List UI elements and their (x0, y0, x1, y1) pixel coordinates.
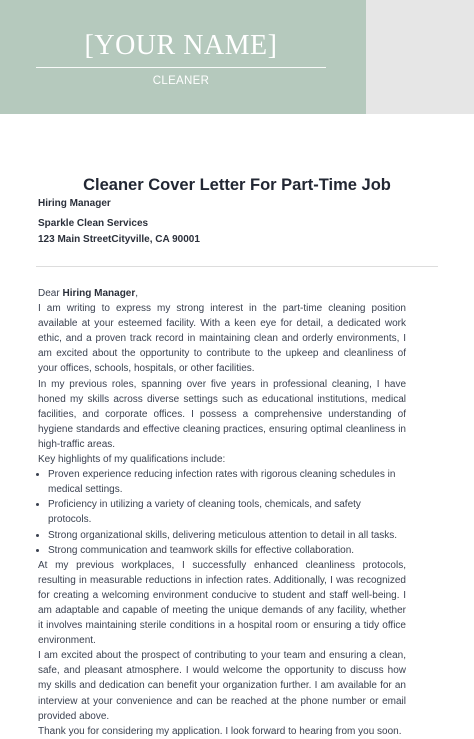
list-item: • Proven experience reducing infection rates with rigorous cleaning schedules in medical settings. (48, 467, 406, 497)
letter-title: Cleaner Cover Letter For Part-Time Job (83, 176, 391, 194)
applicant-role: CLEANER (152, 75, 210, 87)
paragraph-highlights-intro: Key highlights of my qualifications include: (38, 454, 226, 466)
applicant-name: [YOUR NAME] (84, 30, 278, 61)
salutation (38, 286, 406, 301)
recipient-title: Hiring Manager (38, 198, 111, 209)
recipient-address: 123 Main StreetCityville, CA 90001 (38, 234, 200, 245)
recipient-company: Sparkle Clean Services (38, 218, 149, 229)
list-item: • Strong organizational skills, delivering meticulous attention to detail in all tasks. (48, 528, 406, 543)
list-item: • Strong communication and teamwork skills for effective collaboration. (48, 543, 406, 558)
salutation-name: Hiring Manager (62, 288, 136, 299)
paragraph-closing: I am excited about the prospect of contributing to your team and ensuring a clean, safe, and pleasant atmosphere. I would welcome the opportunity to discuss how my skills and dedication can benefit your organization further. I am available for an interview at your convenience and can be reached at the phone number or email provided above. (38, 650, 406, 722)
list-item: • Proficiency in utilizing a variety of cleaning tools, chemicals, and safety protocols. (48, 497, 406, 527)
salutation-prefix: Dear (38, 288, 60, 299)
header-divider (36, 67, 326, 68)
section-divider (36, 266, 438, 267)
header-corner-block (366, 0, 474, 114)
paragraph-experience: In my previous roles, spanning over five years in professional cleaning, I have honed my skills across diverse settings such as educational institutions, medical facilities, and corporate offices. I possess a comprehensive understanding of hygiene standards and effective cleaning practices, ensuring optimal cleanliness in high-traffic areas. (38, 378, 406, 450)
paragraph-achievements: At my previous workplaces, I successfully enhanced cleanliness protocols, resulting in measurable reductions in infection rates. Additionally, I was recognized for creating a welcoming environment conducive to student and staff well-being. I am adaptable and capable of meeting the unique demands of any facility, whether it involves maintaining sterile conditions in a hospital room or ensuring a tidy office environment. (38, 559, 406, 647)
paragraph-thanks: Thank you for considering my application. I look forward to hearing from you soon. (38, 725, 402, 737)
paragraph-intro: I am writing to express my strong interest in the part-time cleaning position available at your esteemed facility. With a keen eye for detail, a dedicated work ethic, and a proven track record in maintaining clean and orderly environments, I am excited about the opportunity to contribute to the upkeep and cleanliness of your offices, schools, hospitals, or other facilities. (38, 303, 406, 375)
qualifications-list (38, 467, 406, 558)
salutation-suffix: , (135, 288, 139, 299)
